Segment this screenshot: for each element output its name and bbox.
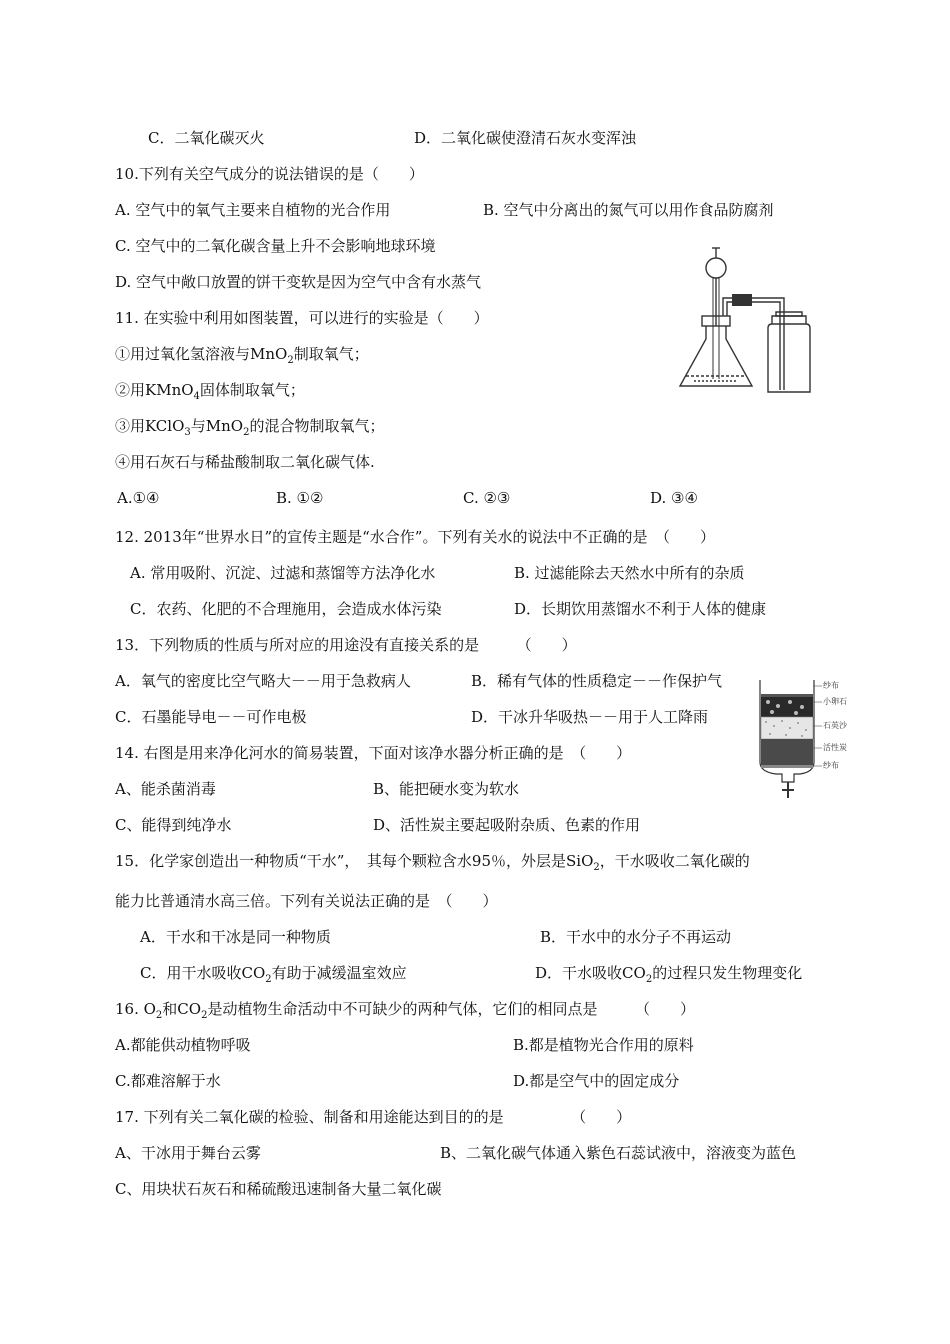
q17-option-a: A、干冰用于舞台云雾 bbox=[115, 1144, 261, 1162]
q10-stem: 10.下列有关空气成分的说法错误的是（ ） bbox=[115, 165, 424, 183]
q15-option-a: A．干水和干冰是同一种物质 bbox=[140, 928, 331, 946]
q14-option-a: A、能杀菌消毒 bbox=[115, 780, 216, 798]
q15-stem-line1: 15．化学家创造出一种物质“干水”， 其每个颗粒含水95％，外层是SiO$_2$，干水吸收二氧化碳的 bbox=[115, 852, 750, 873]
q11-option-c: C. ②③ bbox=[463, 489, 511, 507]
q11-choice-1: ①用过氧化氢溶液与MnO$_2$制取氧气； bbox=[115, 345, 369, 366]
q9-option-d: D．二氧化碳使澄清石灰水变浑浊 bbox=[414, 129, 637, 147]
q17-stem: 17. 下列有关二氧化碳的检验、制备和用途能达到目的的是 （ ） bbox=[115, 1108, 632, 1126]
q15-option-c: C．用干水吸收$CO_2$有助于减缓温室效应 bbox=[140, 964, 407, 985]
q11-option-b: B. ①② bbox=[276, 489, 324, 507]
q12-option-b: B. 过滤能除去天然水中所有的杂质 bbox=[514, 564, 745, 582]
q13-option-c: C．石墨能导电－－可作电极 bbox=[115, 708, 307, 726]
q9-option-c: C．二氧化碳灭火 bbox=[148, 129, 265, 147]
q12-option-a: A. 常用吸附、沉淀、过滤和蒸馏等方法净化水 bbox=[130, 564, 436, 582]
q16-option-b: B.都是植物光合作用的原料 bbox=[513, 1036, 694, 1054]
q13-option-b: B．稀有气体的性质稳定－－作保护气 bbox=[471, 672, 723, 690]
q11-choice-3: ③用KClO$_3$与MnO$_2$的混合物制取氧气； bbox=[115, 417, 385, 438]
purifier-label-quartz-sand: 石英沙 bbox=[823, 721, 847, 730]
q14-stem: 14. 右图是用来净化河水的简易装置，下面对该净水器分析正确的是 （ ） bbox=[115, 744, 632, 762]
q16-stem: 16. $O_2$和$CO_2$是动植物生命活动中不可缺少的两种气体，它们的相同点是 （ ） bbox=[115, 1000, 695, 1021]
q11-choice-2: ②用KMnO$_4$固体制取氧气； bbox=[115, 381, 305, 402]
purifier-label-gauze-top: 纱布 bbox=[823, 681, 839, 690]
q14-option-c: C、能得到纯净水 bbox=[115, 816, 232, 834]
q10-option-a: A. 空气中的氧气主要来自植物的光合作用 bbox=[115, 201, 391, 219]
q10-option-c: C. 空气中的二氧化碳含量上升不会影响地球环境 bbox=[115, 237, 436, 255]
q13-option-d: D．干冰升华吸热－－用于人工降雨 bbox=[471, 708, 709, 726]
purifier-label-gauze-bottom: 纱布 bbox=[823, 761, 839, 770]
q16-option-a: A.都能供动植物呼吸 bbox=[115, 1036, 251, 1054]
q10-option-b: B. 空气中分离出的氮气可以用作食品防腐剂 bbox=[483, 201, 774, 219]
q11-choice-4: ④用石灰石与稀盐酸制取二氧化碳气体. bbox=[115, 453, 375, 471]
q17-option-b: B、二氧化碳气体通入紫色石蕊试液中，溶液变为蓝色 bbox=[440, 1144, 797, 1162]
q16-option-d: D.都是空气中的固定成分 bbox=[513, 1072, 680, 1090]
q16-option-c: C.都难溶解于水 bbox=[115, 1072, 221, 1090]
q14-option-d: D、活性炭主要起吸附杂质、色素的作用 bbox=[373, 816, 641, 834]
q13-stem: 13．下列物质的性质与所对应的用途没有直接关系的是 （ ） bbox=[115, 636, 577, 654]
q17-option-c: C、用块状石灰石和稀硫酸迅速制备大量二氧化碳 bbox=[115, 1180, 442, 1198]
q10-option-d: D. 空气中敞口放置的饼干变软是因为空气中含有水蒸气 bbox=[115, 273, 482, 291]
gas-generator-apparatus-figure bbox=[672, 244, 824, 394]
purifier-label-pebbles: 小卵石 bbox=[823, 697, 847, 706]
q15-option-d: D．干水吸收$CO_2$的过程只发生物理变化 bbox=[535, 964, 803, 985]
q11-option-d: D. ③④ bbox=[650, 489, 698, 507]
q12-option-d: D．长期饮用蒸馏水不利于人体的健康 bbox=[514, 600, 767, 618]
q11-option-a: A.①④ bbox=[117, 489, 160, 507]
q12-option-c: C．农药、化肥的不合理施用，会造成水体污染 bbox=[130, 600, 442, 618]
q14-option-b: B、能把硬水变为软水 bbox=[373, 780, 520, 798]
q11-stem: 11. 在实验中利用如图装置，可以进行的实验是（ ） bbox=[115, 309, 489, 327]
purifier-label-activated-carbon: 活性炭 bbox=[823, 743, 847, 752]
q13-option-a: A．氧气的密度比空气略大－－用于急救病人 bbox=[115, 672, 411, 690]
q12-stem: 12. 2013年“世界水日”的宣传主题是“水合作”。下列有关水的说法中不正确的是 （ ） bbox=[115, 528, 715, 546]
q15-stem-line2: 能力比普通清水高三倍。下列有关说法正确的是 （ ） bbox=[115, 892, 498, 910]
q15-option-b: B．干水中的水分子不再运动 bbox=[540, 928, 732, 946]
